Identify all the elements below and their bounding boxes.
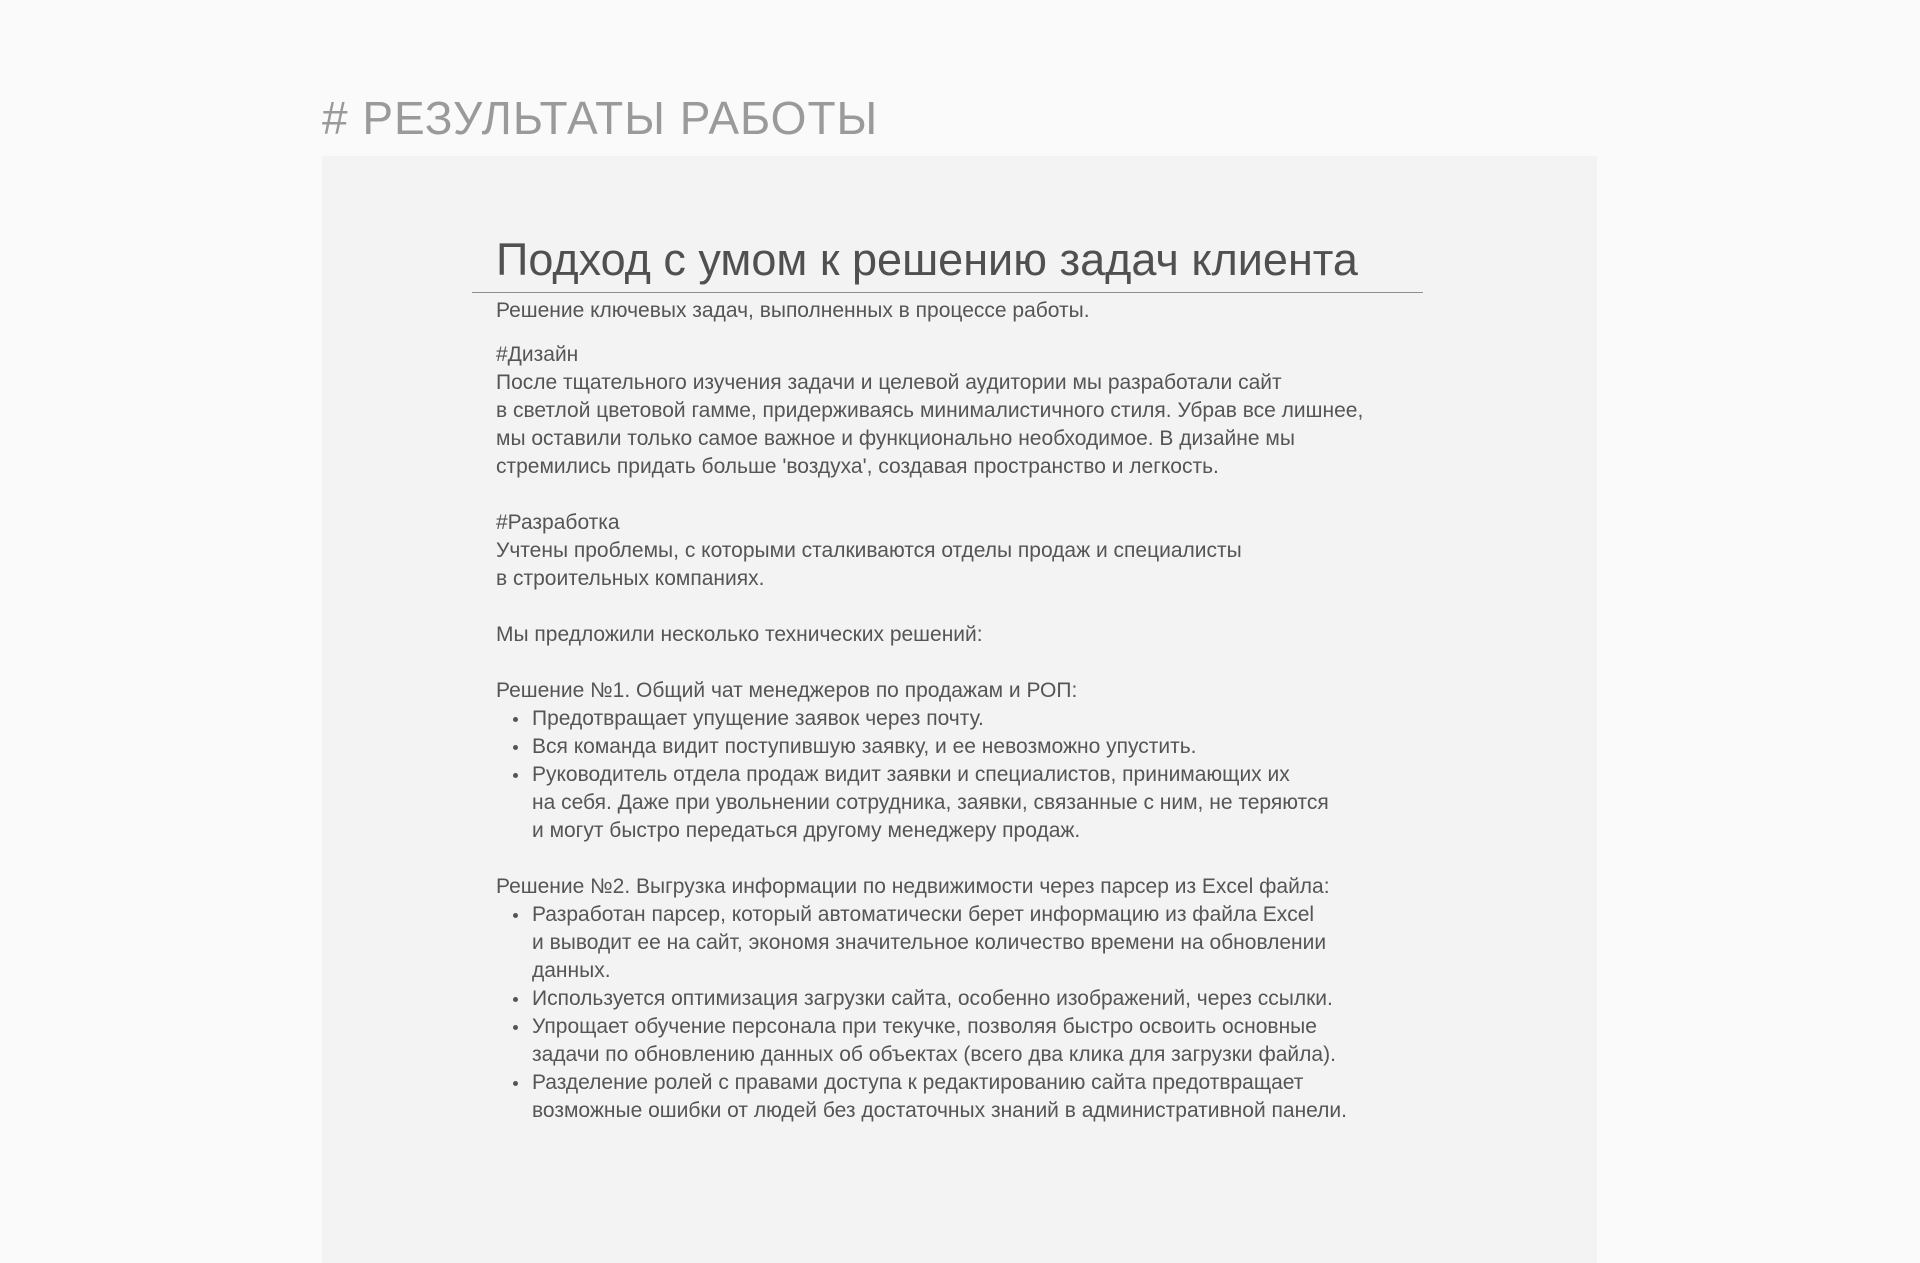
list-item: [496, 761, 1436, 845]
solution2-heading: Решение №2. Выгрузка информации по недвижимости через парсер из Excel файла:: [496, 875, 1330, 898]
section-heading: # РЕЗУЛЬТАТЫ РАБОТЫ: [322, 92, 879, 144]
list-item-text: Разработан парсер, который автоматически берет информацию из файла Excel и выводит ее на сайт, экономя значительное количество времени на обновлении данных.: [532, 903, 1327, 982]
development-line: в строительных компаниях.: [496, 567, 765, 590]
solution2-list: [496, 901, 1436, 1125]
list-item: [496, 1069, 1436, 1125]
design-line: мы оставили только самое важное и функционально необходимое. В дизайне мы: [496, 427, 1295, 450]
design-heading: #Дизайн: [496, 343, 579, 366]
list-item: [496, 733, 1436, 761]
solution1-heading: Решение №1. Общий чат менеджеров по продажам и РОП:: [496, 679, 1078, 702]
list-item: [496, 985, 1436, 1013]
development-intro: Мы предложили несколько технических решений:: [496, 623, 983, 646]
list-item-text: Упрощает обучение персонала при текучке, позволяя быстро освоить основные задачи по обновлению данных об объектах (всего два клика для загрузки файла).: [532, 1015, 1336, 1066]
design-line: в светлой цветовой гамме, придерживаясь минималистичного стиля. Убрав все лишнее,: [496, 399, 1364, 422]
list-item-text: Вся команда видит поступившую заявку, и ее невозможно упустить.: [532, 735, 1197, 758]
title-divider: [472, 292, 1423, 293]
design-line: стремились придать больше 'воздуха', создавая пространство и легкость.: [496, 455, 1219, 478]
design-section: [496, 341, 1436, 1125]
list-item-text: Руководитель отдела продаж видит заявки и специалистов, принимающих их на себя. Даже при увольнении сотрудника, заявки, связанные с ним, не теряются и могут быстро передаться другому менеджеру продаж.: [532, 763, 1329, 842]
development-line: Учтены проблемы, с которыми сталкиваются отделы продаж и специалисты: [496, 539, 1242, 562]
article-title: Подход с умом к решению задач клиента: [496, 234, 1358, 285]
development-heading: #Разработка: [496, 511, 620, 534]
list-item-text: Предотвращает упущение заявок через почту.: [532, 707, 984, 730]
list-item: [496, 705, 1436, 733]
solution1-list: [496, 705, 1436, 845]
list-item: [496, 1013, 1436, 1069]
article-lead: Решение ключевых задач, выполненных в процессе работы.: [496, 299, 1090, 322]
design-line: После тщательного изучения задачи и целевой аудитории мы разработали сайт: [496, 371, 1282, 394]
list-item-text: Используется оптимизация загрузки сайта, особенно изображений, через ссылки.: [532, 987, 1333, 1010]
article: [496, 228, 1436, 1125]
content-card: [322, 156, 1597, 1263]
list-item: [496, 901, 1436, 985]
list-item-text: Разделение ролей с правами доступа к редактированию сайта предотвращает возможные ошибки от людей без достаточных знаний в административной панели.: [532, 1071, 1347, 1122]
